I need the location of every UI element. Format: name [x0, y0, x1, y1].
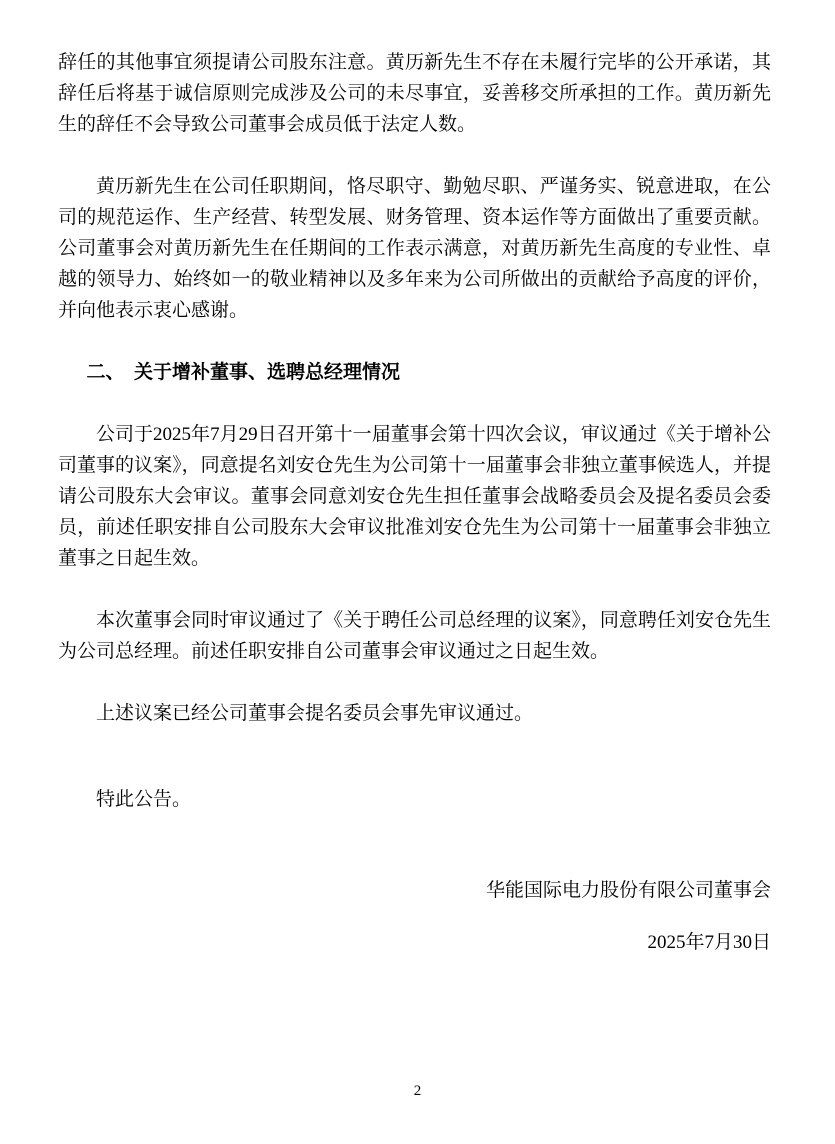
announcement-date: 2025年7月30日 [647, 932, 771, 953]
closing-statement: 特此公告。 [96, 789, 192, 810]
page-number: 2 [413, 1083, 422, 1099]
signature-board: 华能国际电力股份有限公司董事会 [485, 880, 771, 901]
paragraph-appreciation: 黄历新先生在公司任职期间，恪尽职守、勤勉尽职、严谨务实、锐意进取，在公司的规范运作、生产经营、转型发展、财务管理、资本运作等方面做出了重要贡献。公司董事会对黄历新先生在任期间的工作表示满意，对黄历新先生高度的专业性、卓越的领导力、始终如一的敬业精神以及多年来为公司所做出的贡献给予高度的评价，并向他表示衷心感谢。 [58, 176, 771, 321]
paragraph-nomination-committee: 上述议案已经公司董事会提名委员会事先审议通过。 [96, 703, 534, 724]
paragraph-resignation-continuation: 辞任的其他事宜须提请公司股东注意。黄历新先生不存在未履行完毕的公开承诺，其辞任后将基于诚信原则完成涉及公司的未尽事宜，妥善移交所承担的工作。黄历新先生的辞任不会导致公司董事会成员低于法定人数。 [58, 52, 771, 135]
paragraph-gm-appointment: 本次董事会同时审议通过了《关于聘任公司总经理的议案》，同意聘任刘安仓先生为公司总经理。前述任职安排自公司董事会审议通过之日起生效。 [58, 610, 771, 662]
section-heading-director-appointment: 二、 关于增补董事、选聘总经理情况 [86, 362, 401, 383]
paragraph-board-meeting: 公司于2025年7月29日召开第十一届董事会第十四次会议，审议通过《关于增补公司董事的议案》，同意提名刘安仓先生为公司第十一届董事会非独立董事候选人，并提请公司股东大会审议。董事会同意刘安仓先生担任董事会战略委员会及提名委员会委员，前述任职安排自公司股东大会审议批准刘安仓先生为公司第十一届董事会非独立董事之日起生效。 [58, 424, 771, 569]
